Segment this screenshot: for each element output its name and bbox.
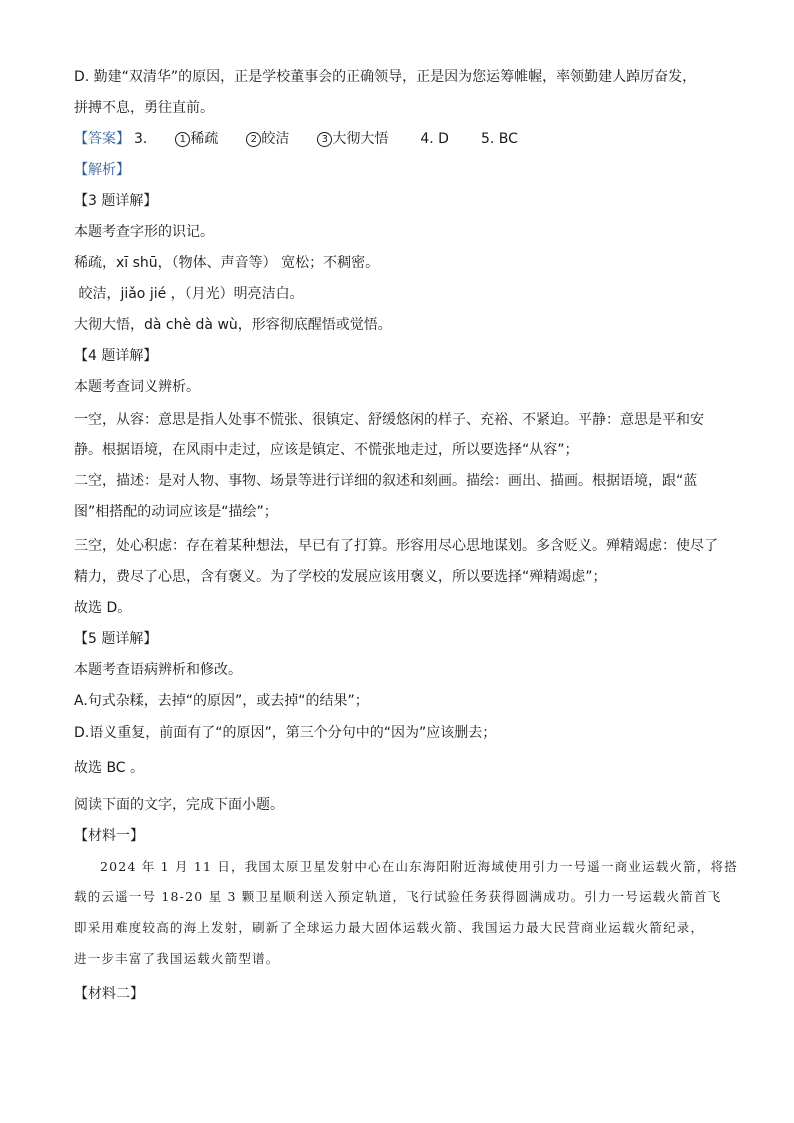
material-1-header: 【材料一】 bbox=[74, 828, 144, 844]
material-2-header: 【材料二】 bbox=[74, 986, 144, 1002]
answer-word-2: 皎洁 bbox=[261, 131, 290, 147]
reading-instruction: 阅读下面的文字，完成下面小题。 bbox=[74, 797, 284, 813]
material-1-line-4: 进一步丰富了我国运载火箭型谱。 bbox=[74, 951, 280, 966]
answer-q4: 4. D bbox=[420, 131, 449, 147]
q3-line-2: 皎洁，jiǎo jié ，（月光）明亮洁白。 bbox=[74, 286, 304, 302]
circled-number-3: 3 bbox=[317, 132, 332, 147]
q4-header: 【4 题详解】 bbox=[74, 348, 158, 364]
circled-number-1: 1 bbox=[175, 132, 190, 147]
q3-intro: 本题考查字形的识记。 bbox=[74, 224, 214, 240]
q4-p1-line-1: 一空，从容：意思是指人处事不慌张、很镇定、舒缓悠闲的样子、充裕、不紧迫。平静：意思是平和安 bbox=[74, 412, 704, 428]
q5-option-a: A.句式杂糅，去掉“的原因”，或去掉“的结果”； bbox=[74, 693, 369, 709]
q4-choice: 故选 D。 bbox=[74, 600, 132, 616]
option-d-line-1: D. 勤建“双清华”的原因，正是学校董事会的正确领导，正是因为您运筹帷幄，率领勤建人踔厉奋发， bbox=[74, 69, 697, 85]
answer-word-1: 稀疏 bbox=[190, 131, 219, 147]
q5-choice: 故选 BC 。 bbox=[74, 760, 145, 776]
circled-number-2: 2 bbox=[246, 132, 261, 147]
analysis-label: 【解析】 bbox=[74, 162, 130, 178]
q5-intro: 本题考查语病辨析和修改。 bbox=[74, 662, 242, 678]
q3-line-1: 稀疏，xī shū，（物体、声音等） 宽松；不稠密。 bbox=[74, 255, 380, 271]
material-1-line-1: 2024 年 1 月 11 日，我国太原卫星发射中心在山东海阳附近海域使用引力一号遥一商业运载火箭，将搭 bbox=[100, 859, 738, 874]
q4-p3-line-2: 精力，费尽了心思，含有褒义。为了学校的发展应该用褒义，所以要选择“殚精竭虑”； bbox=[74, 569, 607, 585]
answer-q3: 3. bbox=[134, 131, 148, 147]
q5-header: 【5 题详解】 bbox=[74, 631, 158, 647]
material-1-line-2: 载的云遥一号 18-20 星 3 颗卫星顺利送入预定轨道，飞行试验任务获得圆满成功。引力一号运载火箭首飞 bbox=[74, 889, 722, 904]
q4-p1-line-2: 静。根据语境，在风雨中走过，应该是镇定、不慌张地走过，所以要选择“从容”； bbox=[74, 442, 579, 458]
q4-intro: 本题考查词义辨析。 bbox=[74, 379, 200, 395]
answer-word-3: 大彻大悟 bbox=[332, 131, 389, 147]
q4-p3-line-1: 三空，处心积虑：存在着某种想法，早已有了打算。形容用尽心思地谋划。多含贬义。殚精竭虑：使尽了 bbox=[74, 538, 718, 554]
q5-option-d: D.语义重复，前面有了“的原因”，第三个分句中的“因为”应该删去； bbox=[74, 725, 497, 741]
q3-header: 【3 题详解】 bbox=[74, 193, 158, 209]
answer-line bbox=[74, 130, 734, 148]
q4-p2-line-2: 图”相搭配的动词应该是“描绘”； bbox=[74, 504, 278, 520]
q3-line-3: 大彻大悟，dà chè dà wù，形容彻底醒悟或觉悟。 bbox=[74, 317, 392, 333]
option-d-line-2: 拼搏不息，勇往直前。 bbox=[74, 100, 214, 116]
q4-p2-line-1: 二空，描述：是对人物、事物、场景等进行详细的叙述和刻画。描绘：画出、描画。根据语境，跟“蓝 bbox=[74, 473, 698, 489]
material-1-line-3: 即采用难度较高的海上发射，刷新了全球运力最大固体运载火箭、我国运力最大民营商业运载火箭纪录， bbox=[74, 920, 705, 935]
answer-label: 【答案】 bbox=[74, 131, 130, 147]
answer-q5: 5. BC bbox=[480, 131, 518, 147]
